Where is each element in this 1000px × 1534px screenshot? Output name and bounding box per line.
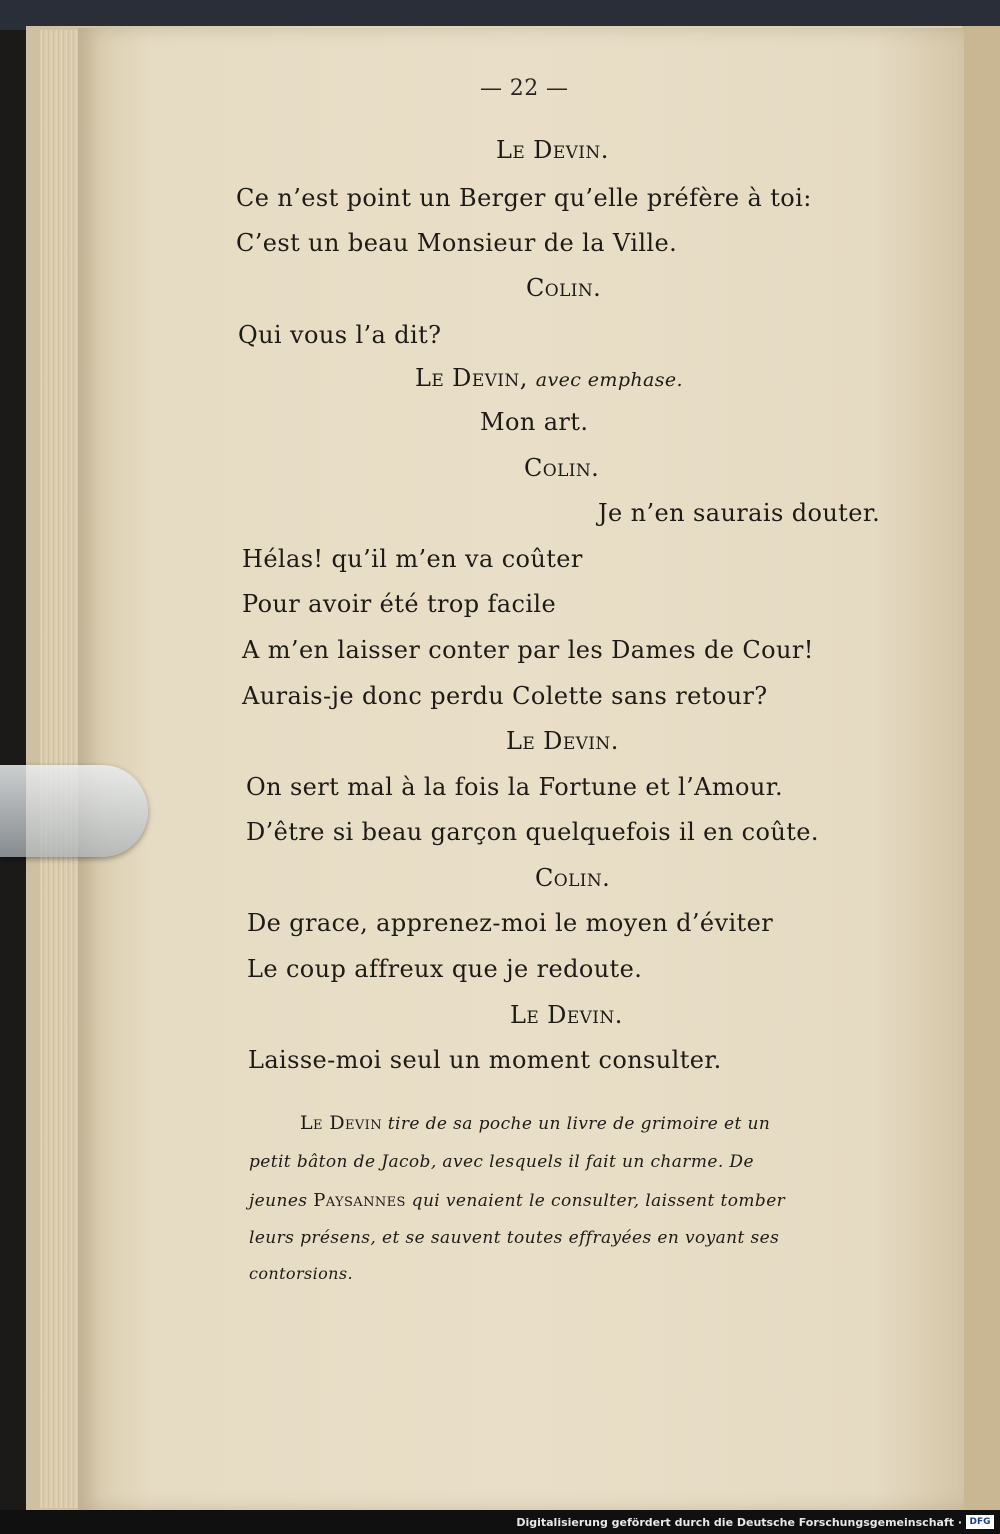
- verse-line: D’être si beau garçon quelquefois il en coûte.: [246, 818, 819, 846]
- verse-line: Mon art.: [480, 408, 589, 436]
- verse-line: A m’en laisser conter par les Dames de Cour!: [242, 636, 814, 664]
- verse-line: Hélas! qu’il m’en va coûter: [242, 545, 583, 573]
- plastic-page-clip: [0, 765, 148, 857]
- stage-line: [300, 1112, 770, 1134]
- verse-line: C’est un beau Monsieur de la Ville.: [236, 229, 678, 257]
- right-page-edge: [962, 26, 1000, 1516]
- stage-text: qui venaient le consulter, laissent tomber: [411, 1191, 786, 1211]
- stage-line: leurs présens, et se sauvent toutes effrayées en voyant ses: [249, 1228, 780, 1248]
- speaker-colin: Colin.: [526, 274, 602, 302]
- speaker-devin: Le Devin.: [506, 727, 619, 755]
- verse-line: Pour avoir été trop facile: [242, 590, 557, 618]
- character-name: Paysannes: [313, 1190, 406, 1211]
- verse-line: Le coup affreux que je redoute.: [247, 955, 643, 983]
- speaker-devin: Le Devin.: [496, 136, 609, 164]
- speaker-devin: [415, 364, 683, 392]
- verse-line: On sert mal à la fois la Fortune et l’Amour.: [246, 773, 784, 801]
- stage-note: avec emphase.: [535, 369, 683, 391]
- digitization-credit: Digitalisierung gefördert durch die Deutsche Forschungsgemeinschaft ·: [516, 1516, 962, 1529]
- speaker-colin: Colin.: [535, 864, 611, 892]
- speaker-colin: Colin.: [524, 454, 600, 482]
- stage-text: tire de sa poche un livre de grimoire et un: [387, 1114, 771, 1134]
- verse-line: Je n’en saurais douter.: [598, 499, 881, 527]
- stage-line: contorsions.: [249, 1264, 353, 1283]
- verse-line: De grace, apprenez-moi le moyen d’éviter: [247, 909, 774, 937]
- verse-line: Qui vous l’a dit?: [238, 321, 442, 349]
- stage-line: [249, 1190, 785, 1211]
- speaker-name: Le Devin,: [415, 364, 528, 392]
- character-name: Le Devin: [300, 1112, 382, 1134]
- stage-text: jeunes: [249, 1191, 308, 1211]
- page-number: — 22 —: [480, 76, 569, 101]
- verse-line: Laisse-moi seul un moment consulter.: [248, 1046, 722, 1074]
- verse-line: Ce n’est point un Berger qu’elle préfère à toi:: [236, 184, 812, 212]
- verse-line: Aurais-je donc perdu Colette sans retour?: [242, 682, 768, 710]
- speaker-devin: Le Devin.: [510, 1001, 623, 1029]
- dfg-logo: DFG: [966, 1515, 994, 1529]
- stage-line: petit bâton de Jacob, avec lesquels il fait un charme. De: [249, 1152, 754, 1172]
